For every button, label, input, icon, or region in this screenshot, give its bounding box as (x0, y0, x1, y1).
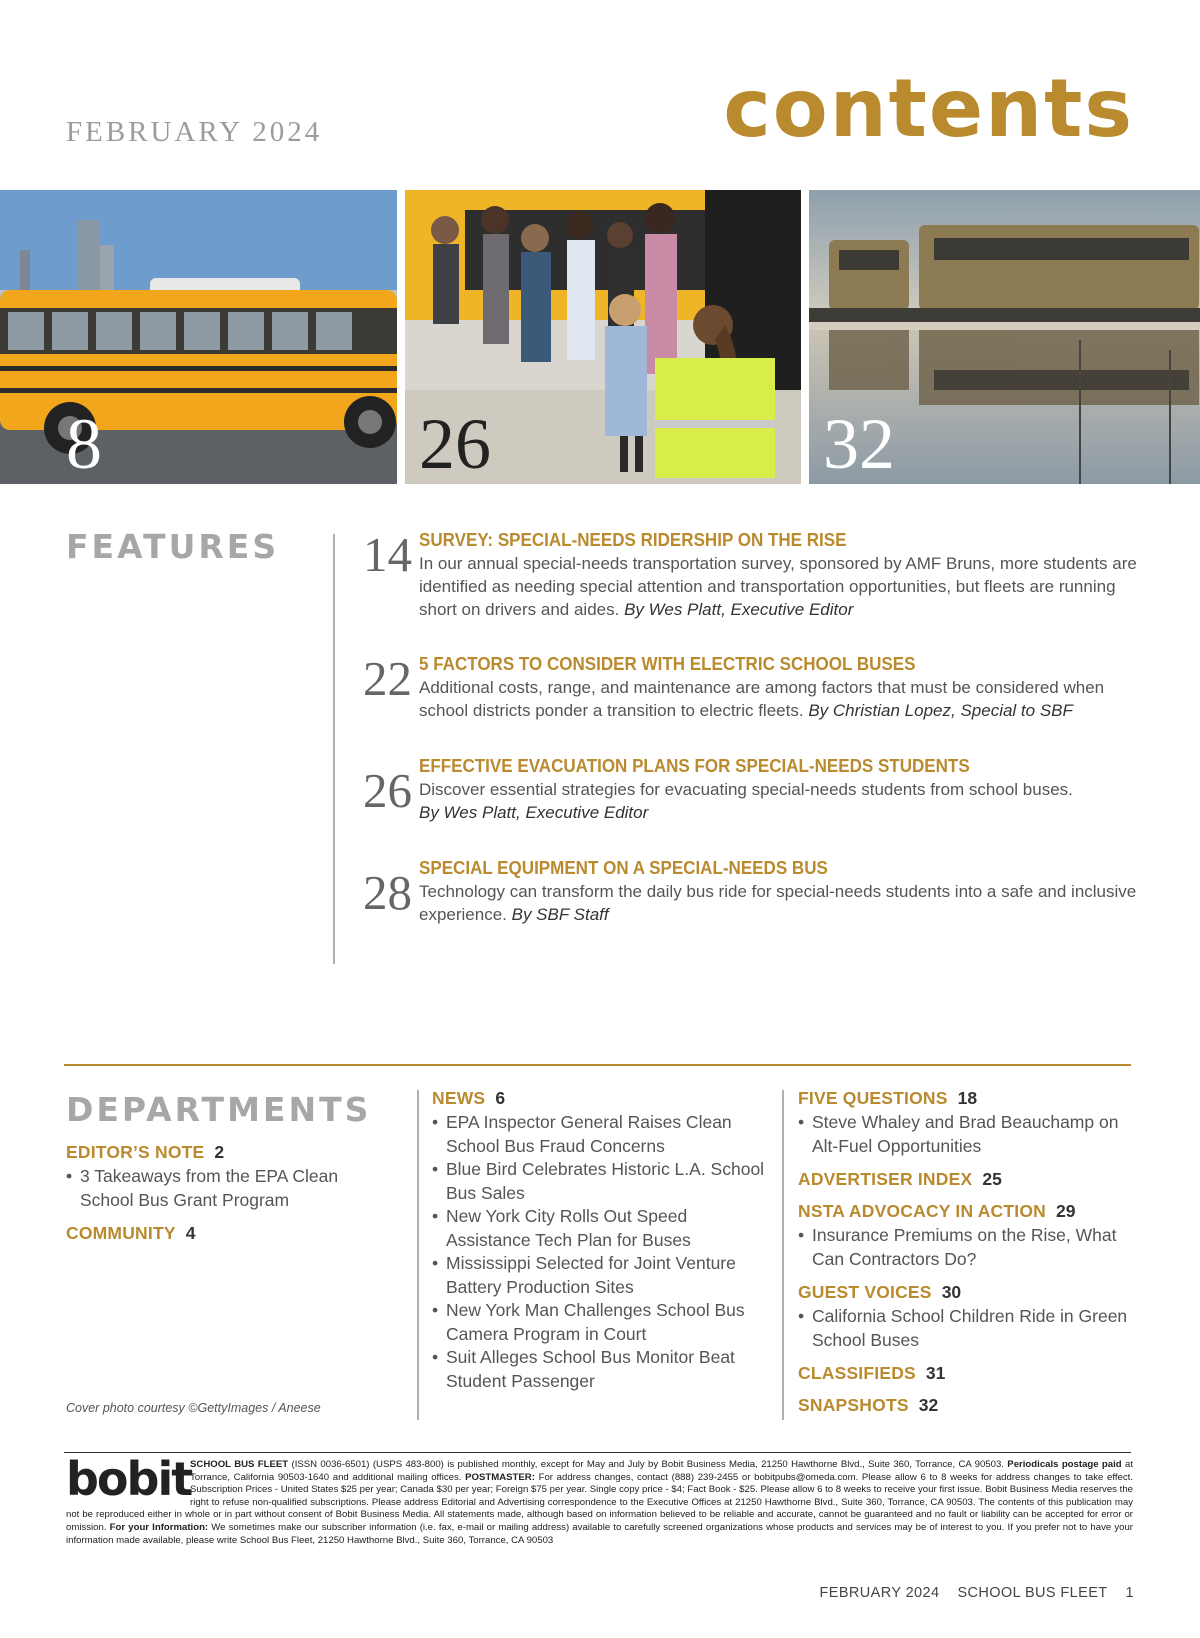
photo-page-number: 26 (419, 404, 491, 484)
department-community[interactable] (66, 1223, 396, 1244)
feature-byline: By SBF Staff (511, 905, 609, 924)
students-boarding-photo[interactable] (405, 190, 801, 484)
feature-page-number: 22 (363, 651, 412, 706)
footer-publication: SCHOOL BUS FLEET (957, 1585, 1108, 1601)
department-five-questions[interactable] (798, 1088, 1138, 1158)
footer-date: FEBRUARY 2024 (819, 1585, 940, 1601)
department-page: 30 (941, 1282, 962, 1302)
department-advertiser-index[interactable] (798, 1169, 1138, 1190)
cover-photo-credit: Cover photo courtesy ©GettyImages / Aneese (66, 1401, 321, 1415)
department-article[interactable]: • Mississippi Selected for Joint Venture Battery Production Sites (432, 1252, 772, 1299)
page-number: 1 (1125, 1585, 1134, 1601)
feature-byline: By Wes Platt, Executive Editor (419, 803, 649, 822)
department-article[interactable]: • Steve Whaley and Brad Beauchamp on Alt-Fuel Opportunities (798, 1111, 1138, 1158)
departments-column-2 (432, 1088, 772, 1404)
feature-item[interactable] (352, 652, 1142, 722)
feature-item[interactable] (352, 528, 1142, 621)
school-bus-image (0, 190, 397, 484)
feature-item[interactable] (352, 754, 1142, 824)
legal-text: (ISSN 0036-6501) (USPS 483-800) is published monthly, except for May and July by Bobit Business Media, 21250 Hawthorne Blvd., Suite 360, Torrance, CA 90503. (288, 1459, 1008, 1470)
department-editors-note[interactable] (66, 1142, 396, 1212)
photo-page-number: 8 (66, 404, 102, 484)
feature-title[interactable]: 5 FACTORS TO CONSIDER WITH ELECTRIC SCHOOL BUSES (419, 653, 916, 674)
department-title[interactable]: EDITOR’S NOTE (66, 1142, 205, 1162)
feature-item[interactable] (352, 856, 1142, 926)
column-divider (782, 1090, 784, 1420)
department-snapshots[interactable] (798, 1395, 1138, 1416)
feature-page-number: 26 (363, 763, 412, 818)
features-heading: FEATURES (66, 527, 280, 566)
department-nsta-advocacy[interactable] (798, 1201, 1138, 1271)
feature-title[interactable]: SPECIAL EQUIPMENT ON A SPECIAL-NEEDS BUS (419, 857, 828, 878)
feature-byline: By Christian Lopez, Special to SBF (808, 701, 1073, 720)
legal-text: We sometimes make our subscriber information (i.e. fax, e-mail or mailing address) available to carefully screened organizations whose products and services may be of interest to you. If you prefer not to have your information made available, please write School Bus Fleet, 21250 Hawthorne Blvd., Suite 360, Torrance, CA 90503 (66, 1521, 1133, 1546)
legal-publication-name: SCHOOL BUS FLEET (190, 1459, 289, 1470)
photo-page-number: 32 (823, 404, 895, 484)
feature-description: Technology can transform the daily bus ride for special-needs students into a safe and inclusive experience. (419, 882, 1137, 924)
department-title[interactable]: NEWS (432, 1088, 486, 1108)
department-page: 32 (918, 1395, 939, 1415)
department-article[interactable]: • EPA Inspector General Raises Clean School Bus Fraud Concerns (432, 1111, 772, 1158)
feature-description: In our annual special-needs transportation survey, sponsored by AMF Bruns, more students are identified as needing special attention and transportation opportunities, but fleets are running short on drivers and aides. (419, 554, 1137, 619)
departments-divider (64, 1064, 1131, 1066)
department-page: 31 (925, 1363, 946, 1383)
feature-description: Additional costs, range, and maintenance are among factors that must be considered when school districts ponder a transition to electric fleets. (419, 678, 1105, 720)
bus-yard-photo[interactable] (809, 190, 1200, 484)
department-title[interactable]: COMMUNITY (66, 1223, 176, 1243)
legal-notice (66, 1459, 1133, 1547)
departments-column-1 (66, 1142, 396, 1255)
department-article[interactable]: • New York City Rolls Out Speed Assistance Tech Plan for Buses (432, 1205, 772, 1252)
page-title: contents (723, 62, 1134, 155)
page-footer (820, 1585, 1134, 1601)
issue-date: FEBRUARY 2024 (66, 116, 323, 148)
feature-byline: By Wes Platt, Executive Editor (624, 600, 854, 619)
department-article[interactable]: • California School Children Ride in Green School Buses (798, 1305, 1138, 1352)
bobit-logo[interactable]: bobit (66, 1452, 192, 1506)
feature-title[interactable]: SURVEY: SPECIAL-NEEDS RIDERSHIP ON THE RISE (419, 529, 847, 550)
feature-page-number: 28 (363, 865, 412, 920)
departments-column-3 (798, 1088, 1138, 1427)
feature-title[interactable]: EFFECTIVE EVACUATION PLANS FOR SPECIAL-NEEDS STUDENTS (419, 755, 970, 776)
column-divider (417, 1090, 419, 1420)
department-article[interactable]: • New York Man Challenges School Bus Camera Program in Court (432, 1299, 772, 1346)
department-article[interactable]: • 3 Takeaways from the EPA Clean School Bus Grant Program (66, 1165, 396, 1212)
feature-page-number: 14 (363, 527, 412, 582)
department-page: 25 (982, 1169, 1002, 1189)
department-title[interactable]: ADVERTISER INDEX (798, 1169, 973, 1189)
feature-description: Discover essential strategies for evacuating special-needs students from school buses. (419, 780, 1073, 799)
department-page: 6 (495, 1088, 506, 1108)
department-article[interactable]: • Suit Alleges School Bus Monitor Beat Student Passenger (432, 1346, 772, 1393)
department-title[interactable]: NSTA ADVOCACY IN ACTION (798, 1201, 1046, 1221)
department-article[interactable]: • Insurance Premiums on the Rise, What Can Contractors Do? (798, 1224, 1138, 1271)
departments-heading: DEPARTMENTS (66, 1090, 372, 1129)
department-article[interactable]: • Blue Bird Celebrates Historic L.A. School Bus Sales (432, 1158, 772, 1205)
department-page: 29 (1056, 1201, 1076, 1221)
legal-text: For your Information: (109, 1521, 209, 1533)
department-title[interactable]: CLASSIFIEDS (798, 1363, 916, 1383)
school-bus-photo[interactable] (0, 190, 397, 484)
legal-text: POSTMASTER: (465, 1471, 535, 1483)
legal-text: Periodicals postage paid (1007, 1459, 1122, 1470)
department-page: 4 (185, 1223, 196, 1243)
department-page: 2 (214, 1142, 225, 1162)
department-classifieds[interactable] (798, 1363, 1138, 1384)
department-title[interactable]: SNAPSHOTS (798, 1395, 909, 1415)
department-guest-voices[interactable] (798, 1282, 1138, 1352)
department-page: 18 (957, 1088, 978, 1108)
legal-text: at Torrance, California 90503-1640 and additional mailing offices. (190, 1459, 1133, 1483)
footer-divider (64, 1452, 1131, 1453)
department-title[interactable]: GUEST VOICES (798, 1282, 932, 1302)
department-title[interactable]: FIVE QUESTIONS (798, 1088, 948, 1108)
features-divider (333, 534, 335, 964)
legal-text: For address changes, contact (888) 239-2455 or bobitpubs@omeda.com. Please allow 6 to 8 weeks for address changes to take effect. Subscription Prices - United States $25 per year; Canada $30 per year; Foreign $75 per year. Single copy price - $4; Fact Book - $25. Please allow 6 to 8 weeks to receive your first issue. Bobit Business Media reserves the right to refuse non-qualified subscriptions. Please address Editorial and Advertising correspondence to the Executive Offices at 21250 Hawthorne Blvd., Suite 360, Torrance, CA 90503. The contents of this publication may not be reproduced either in whole or in part without consent of Bobit Business Media. All statements made, although based on information believed to be reliable and accurate, cannot be guaranteed and no fault or liability can be accepted for error or omission. (66, 1471, 1133, 1533)
department-news[interactable] (432, 1088, 772, 1393)
